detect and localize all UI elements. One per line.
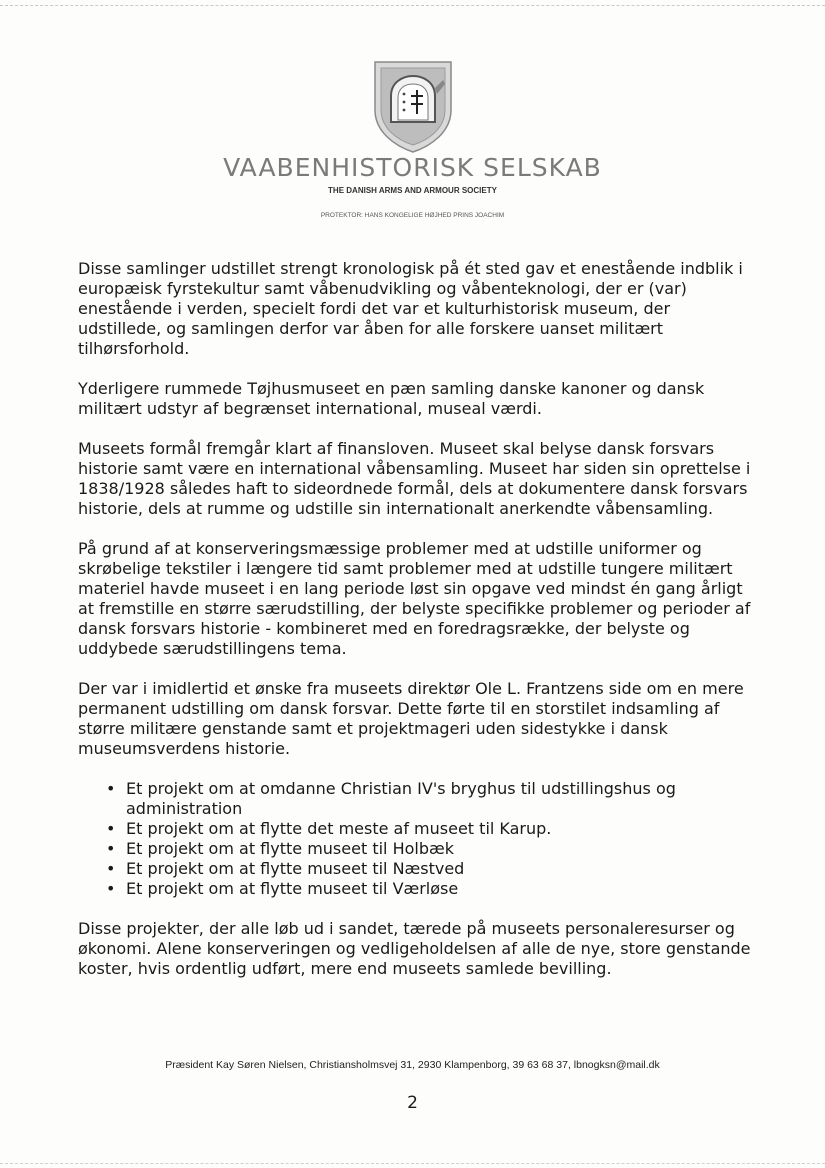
paragraph-closing: Disse projekter, der alle løb ud i sandet, tærede på museets personaleresurser og økonomi. Alene konserveringen og vedligeholdelsen af alle de nye, store genstande koster, hvis ordentlig udført, mere end museets samlede bevilling. — [78, 919, 751, 978]
page-number: 2 — [407, 1093, 418, 1113]
scan-edge-bottom — [0, 1163, 825, 1164]
list-item: • Et projekt om at flytte det meste af museet til Karup. — [106, 819, 758, 839]
society-name: VAABENHISTORISK SELSKAB — [223, 153, 602, 182]
protector-line: PROTEKTOR: HANS KONGELIGE HØJHED PRINS JOACHIM — [320, 212, 505, 219]
list-item: • Et projekt om at flytte museet til Værløse — [106, 879, 758, 899]
society-crest-logo — [371, 58, 455, 154]
scan-edge-top — [0, 5, 825, 6]
project-list — [78, 779, 758, 899]
paragraph-exhibitions: På grund af at konserveringsmæssige problemer med at udstille uniformer og skrøbelige tekstiler i længere tid samt problemer med at udstille tungere militært materiel havde museet i en lang periode løst sin opgave ved mindst én gang årligt at fremstille en større særudstilling, der belyste specifikke problemer og perioder af dansk forsvars historie - kombineret med en foredragsrække, der belyste og uddybede særudstillingens tema. — [78, 539, 751, 658]
society-subtitle: THE DANISH ARMS AND ARMOUR SOCIETY — [328, 186, 497, 195]
list-item: • Et projekt om at flytte museet til Holbæk — [106, 839, 758, 859]
paragraph-purpose: Museets formål fremgår klart af finansloven. Museet skal belyse dansk forsvars historie samt være en international våbensamling. Museet har siden sin oprettelse i 1838/1928 således haft to sideordnede formål, dels at dokumentere dansk forsvars historie, dels at rumme og udstille sin internationalt anerkendte våbensamling. — [78, 439, 751, 518]
list-item: • Et projekt om at flytte museet til Næstved — [106, 859, 758, 879]
letter-body — [78, 259, 758, 999]
list-item: • Et projekt om at omdanne Christian IV's bryghus til udstillingshus og administration — [106, 779, 758, 819]
paragraph-director-wish: Der var i imidlertid et ønske fra museets direktør Ole L. Frantzens side om en mere permanent udstilling om dansk forsvar. Dette førte til en storstilet indsamling af større militære genstande samt et projektmageri uden sidestykke i dansk museumsverdens historie. — [78, 679, 744, 758]
paragraph-cannons: Yderligere rummede Tøjhusmuseet en pæn samling danske kanoner og dansk militært udstyr af begrænset international, museal værdi. — [78, 379, 705, 418]
footer-contact: Præsident Kay Søren Nielsen, Christiansholmsvej 31, 2930 Klampenborg, 39 63 68 37, lbnogksn@mail.dk — [165, 1059, 660, 1071]
paragraph-collections: Disse samlinger udstillet strengt kronologisk på ét sted gav et enestående indblik i europæisk fyrstekultur samt våbenudvikling og våbenteknologi, der er (var) enestående i verden, specielt fordi det var et kulturhistorisk museum, der udstillede, og samlingen derfor var åben for alle forskere uanset militært tilhørsforhold. — [78, 259, 743, 358]
